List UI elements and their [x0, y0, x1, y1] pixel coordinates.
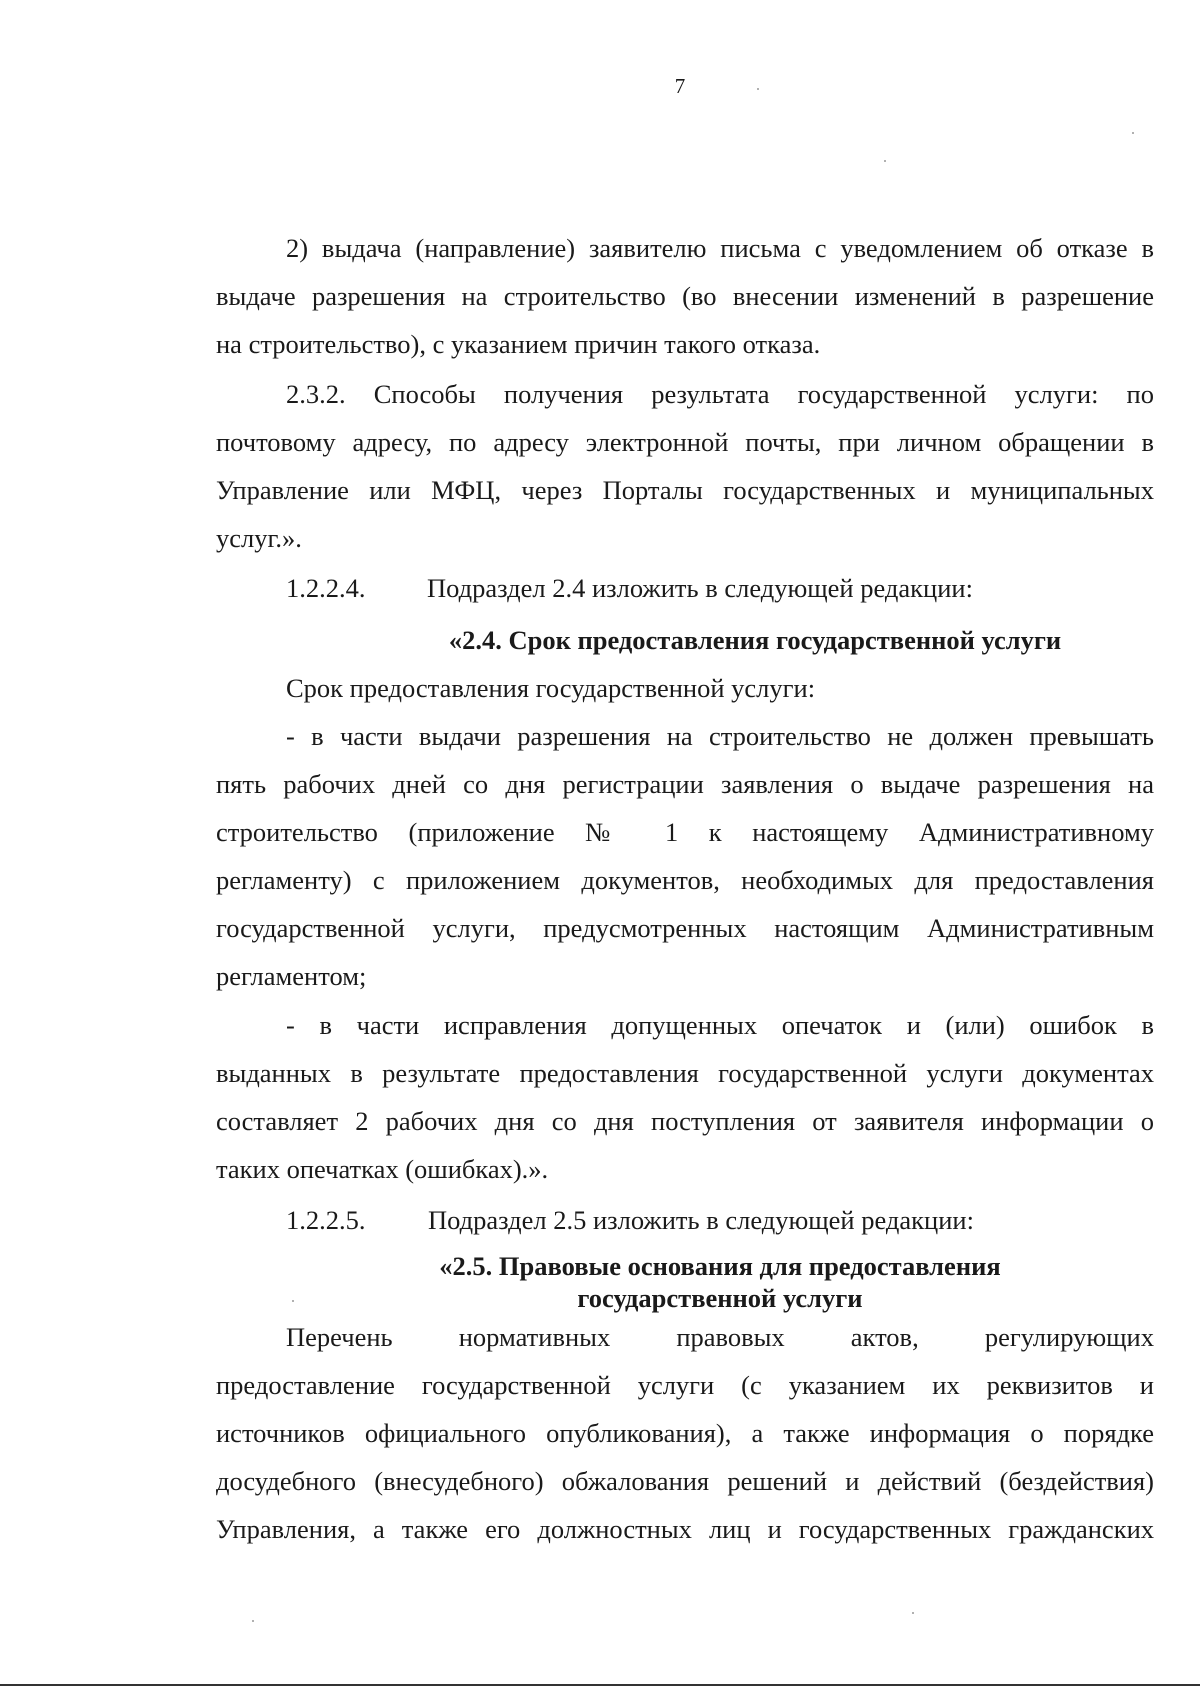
text-line: досудебного (внесудебного) обжалования решений и действий (бездействия) [216, 1466, 1154, 1496]
item-number-1224: 1.2.2.4. [286, 573, 366, 603]
text-line: почтовому адресу, по адресу электронной почты, при личном обращении в [216, 427, 1154, 457]
item-text-1224: Подраздел 2.4 изложить в следующей редакции: [427, 573, 973, 603]
item-text-1225: Подраздел 2.5 изложить в следующей редакции: [428, 1205, 974, 1235]
paragraph-legal-basis [216, 1313, 1154, 1553]
text-line: пять рабочих дней со дня регистрации заявления о выдаче разрешения на [216, 769, 1154, 799]
text-line: Управление или МФЦ, через Порталы государственных и муниципальных [216, 475, 1154, 505]
text-line: - в части выдачи разрешения на строительство не должен превышать [286, 721, 1154, 751]
text-line: Перечень нормативных правовых актов, регулирующих [286, 1322, 1154, 1352]
text-line: выданных в результате предоставления государственной услуги документах [216, 1058, 1154, 1088]
scan-speck [884, 160, 886, 162]
text-line: услуг.». [216, 523, 302, 553]
paragraph-term-intro: Срок предоставления государственной услуги: [286, 673, 816, 703]
section-heading-2-4: «2.4. Срок предоставления государственной услуги [448, 625, 1062, 655]
paragraph-term-permit [216, 712, 1154, 1000]
paragraph-term-corrections [216, 1001, 1154, 1193]
text-line: Управления, а также его должностных лиц и государственных гражданских [216, 1514, 1154, 1544]
heading-line: государственной услуги [577, 1283, 863, 1313]
text-line: таких опечатках (ошибках).». [216, 1154, 549, 1184]
text-line: предоставление государственной услуги (с указанием их реквизитов и [216, 1370, 1154, 1400]
section-heading-2-5 [216, 1250, 1154, 1314]
item-number-1225: 1.2.2.5. [286, 1205, 366, 1235]
text-line: строительство (приложение № 1 к настоящему Административному [216, 817, 1154, 847]
heading-line: «2.5. Правовые основания для предоставления [439, 1251, 1001, 1281]
text-line: составляет 2 рабочих дня со дня поступления от заявителя информации о [216, 1106, 1154, 1136]
paragraph-refusal-letter [216, 224, 1154, 368]
scan-speck [1132, 132, 1134, 134]
page-bottom-edge [0, 1684, 1200, 1686]
text-line: регламентом; [216, 961, 367, 991]
text-line: 2.3.2. Способы получения результата государственной услуги: по [286, 379, 1154, 409]
page-number: 7 [674, 74, 686, 98]
scan-speck [292, 1300, 294, 1302]
text-line: - в части исправления допущенных опечаток и (или) ошибок в [286, 1010, 1154, 1040]
text-line: 2) выдача (направление) заявителю письма с уведомлением об отказе в [286, 233, 1154, 263]
paragraph-result-methods [216, 370, 1154, 562]
text-line: регламенту) с приложением документов, необходимых для предоставления [216, 865, 1154, 895]
text-line: источников официального опубликования), а также информация о порядке [216, 1418, 1154, 1448]
text-line: государственной услуги, предусмотренных настоящим Административным [216, 913, 1154, 943]
text-line: выдаче разрешения на строительство (во внесении изменений в разрешение [216, 281, 1154, 311]
scan-speck [912, 1612, 914, 1614]
text-line: на строительство), с указанием причин такого отказа. [216, 329, 821, 359]
scan-speck [757, 88, 759, 90]
scan-speck [252, 1620, 254, 1622]
